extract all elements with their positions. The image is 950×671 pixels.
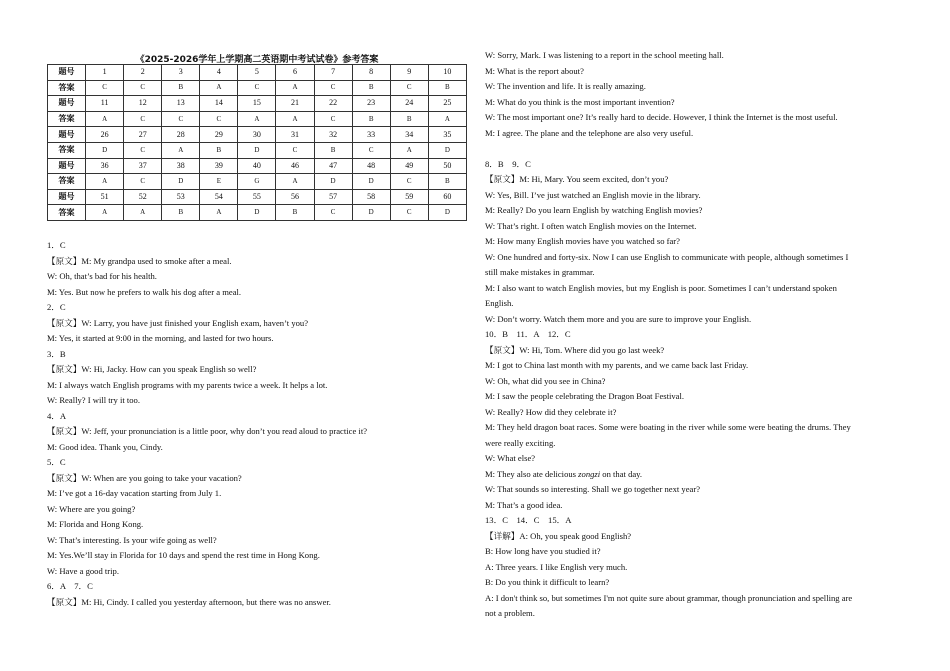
- table-cell: 1: [86, 65, 124, 81]
- table-cell: C: [124, 142, 162, 158]
- table-cell: 57: [314, 189, 352, 205]
- text-line: M: How many English movies have you watched so far?: [485, 236, 680, 246]
- table-cell: 36: [86, 158, 124, 174]
- table-cell: 14: [200, 96, 238, 112]
- text-line: were really exciting.: [485, 437, 556, 448]
- text-line: W: Oh, that’s bad for his health.: [47, 271, 157, 281]
- table-row: [48, 158, 467, 174]
- table-cell: D: [162, 174, 200, 190]
- text-line: 8．B 9．C: [485, 158, 531, 169]
- text-line: M: I also want to watch English movies, but my English is poor. Sometimes I can’t understand spoken: [485, 282, 837, 293]
- text-line: not a problem.: [485, 608, 535, 618]
- table-cell: 11: [86, 96, 124, 112]
- text-line: 6．A 7．C: [47, 581, 93, 591]
- text-line: W: The invention and life. It is really amazing.: [485, 81, 646, 91]
- table-cell: D: [86, 142, 124, 158]
- table-cell: C: [238, 80, 276, 96]
- text-line: 【原文】W: When are you going to take your vacation?: [47, 472, 242, 483]
- row-header: 题号: [48, 65, 86, 81]
- table-cell: C: [86, 80, 124, 96]
- table-cell: 5: [238, 65, 276, 81]
- table-row: [48, 205, 467, 221]
- text-line: 1．C: [47, 240, 66, 250]
- table-cell: 33: [352, 127, 390, 143]
- table-cell: A: [276, 111, 314, 127]
- table-cell: 39: [200, 158, 238, 174]
- text-line: 【原文】W: Larry, you have just finished your English exam, haven’t you?: [47, 317, 309, 328]
- text-line: W: Where are you going?: [47, 503, 136, 514]
- text-line: 【原文】M: Hi, Mary. You seem excited, don’t you?: [485, 174, 669, 184]
- text-line: M: They held dragon boat races. Some were boating in the river while some were beating the drums. They: [485, 422, 851, 432]
- text-line: English.: [485, 298, 514, 308]
- table-cell: G: [238, 174, 276, 190]
- text-line: M: I’ve got a 16-day vacation starting from July 1.: [47, 488, 222, 498]
- text-line: 5．C: [47, 457, 66, 467]
- table-row: [48, 127, 467, 143]
- row-header: 答案: [48, 174, 86, 190]
- table-cell: 56: [276, 189, 314, 205]
- table-cell: E: [200, 174, 238, 190]
- table-cell: C: [390, 174, 428, 190]
- text-line: A: Three years. I like English very much.: [485, 561, 628, 572]
- text-line: 10．B 11．A 12．C: [485, 329, 571, 339]
- text-line: W: That sounds so interesting. Shall we go together next year?: [485, 484, 701, 494]
- table-cell: D: [428, 205, 466, 221]
- text-line: 4．A: [47, 410, 67, 421]
- text-line: W: Really? How did they celebrate it?: [485, 406, 617, 417]
- table-cell: C: [200, 111, 238, 127]
- table-cell: C: [162, 111, 200, 127]
- text-line: B: Do you think it difficult to learn?: [485, 577, 610, 587]
- table-cell: B: [428, 174, 466, 190]
- table-cell: B: [314, 142, 352, 158]
- row-header: 题号: [48, 127, 86, 143]
- table-cell: 60: [428, 189, 466, 205]
- row-header: 题号: [48, 189, 86, 205]
- text-line: W: Really? I will try it too.: [47, 395, 140, 405]
- table-cell: 31: [276, 127, 314, 143]
- table-cell: 6: [276, 65, 314, 81]
- table-cell: D: [238, 205, 276, 221]
- text-line: 【原文】M: My grandpa used to smoke after a meal.: [47, 255, 232, 266]
- table-cell: C: [352, 142, 390, 158]
- table-cell: C: [390, 205, 428, 221]
- table-cell: C: [124, 111, 162, 127]
- table-cell: C: [124, 174, 162, 190]
- row-header: 答案: [48, 80, 86, 96]
- table-row: [48, 142, 467, 158]
- table-cell: 29: [200, 127, 238, 143]
- text-line: M: That’s a good idea.: [485, 499, 563, 510]
- table-cell: D: [428, 142, 466, 158]
- table-cell: A: [276, 174, 314, 190]
- table-cell: 24: [390, 96, 428, 112]
- text-line: W: The most important one? It’s really hard to decide. However, I think the Internet is the most useful.: [485, 112, 838, 122]
- table-cell: 13: [162, 96, 200, 112]
- text-line: 【原文】W: Hi, Jacky. How can you speak English so well?: [47, 364, 257, 374]
- table-cell: 40: [238, 158, 276, 174]
- text-line: M: Yes. But now he prefers to walk his dog after a meal.: [47, 286, 242, 297]
- table-cell: 2: [124, 65, 162, 81]
- right-column-text: [485, 48, 903, 622]
- text-line: [485, 141, 903, 157]
- text-line: 2．C: [47, 302, 66, 312]
- table-cell: 25: [428, 96, 466, 112]
- table-cell: 49: [390, 158, 428, 174]
- table-cell: 37: [124, 158, 162, 174]
- table-cell: C: [314, 205, 352, 221]
- table-row: [48, 111, 467, 127]
- table-cell: 12: [124, 96, 162, 112]
- text-line: M: I agree. The plane and the telephone are also very useful.: [485, 127, 694, 138]
- table-cell: D: [352, 174, 390, 190]
- table-cell: B: [428, 80, 466, 96]
- table-row: [48, 174, 467, 190]
- text-line: W: Yes, Bill. I’ve just watched an English movie in the library.: [485, 189, 701, 200]
- table-cell: 15: [238, 96, 276, 112]
- text-line: W: Oh, what did you see in China?: [485, 375, 606, 386]
- table-cell: B: [162, 80, 200, 96]
- table-cell: 26: [86, 127, 124, 143]
- table-cell: C: [314, 111, 352, 127]
- table-cell: B: [276, 205, 314, 221]
- table-cell: 50: [428, 158, 466, 174]
- table-cell: A: [86, 111, 124, 127]
- text-line: still make mistakes in grammar.: [485, 267, 595, 277]
- table-cell: B: [390, 111, 428, 127]
- table-cell: B: [352, 111, 390, 127]
- text-line: M: Good idea. Thank you, Cindy.: [47, 441, 163, 452]
- text-line: M: I saw the people celebrating the Dragon Boat Festival.: [485, 391, 685, 401]
- table-cell: 9: [390, 65, 428, 81]
- text-line: M: I always watch English programs with my parents twice a week. It helps a lot.: [47, 379, 328, 390]
- text-line: W: What else?: [485, 453, 536, 463]
- table-cell: 59: [390, 189, 428, 205]
- table-cell: 52: [124, 189, 162, 205]
- table-cell: 32: [314, 127, 352, 143]
- table-cell: 21: [276, 96, 314, 112]
- table-cell: A: [124, 205, 162, 221]
- text-line: W: One hundred and forty-six. Now I can use English to communicate with people, although sometimes I: [485, 251, 849, 262]
- table-cell: C: [124, 80, 162, 96]
- table-cell: A: [238, 111, 276, 127]
- row-header: 题号: [48, 158, 86, 174]
- text-line: 【原文】M: Hi, Cindy. I called you yesterday afternoon, but there was no answer.: [47, 596, 331, 607]
- table-cell: 10: [428, 65, 466, 81]
- table-cell: A: [390, 142, 428, 158]
- table-cell: D: [314, 174, 352, 190]
- page-title: 《2025-2026学年上学期高二英语期中考试试卷》参考答案: [135, 55, 379, 65]
- table-cell: A: [86, 205, 124, 221]
- table-cell: A: [276, 80, 314, 96]
- table-cell: D: [238, 142, 276, 158]
- table-cell: B: [162, 205, 200, 221]
- row-header: 答案: [48, 205, 86, 221]
- table-cell: 30: [238, 127, 276, 143]
- table-row: [48, 80, 467, 96]
- table-cell: 51: [86, 189, 124, 205]
- table-cell: 35: [428, 127, 466, 143]
- table-cell: C: [276, 142, 314, 158]
- table-cell: 48: [352, 158, 390, 174]
- row-header: 答案: [48, 111, 86, 127]
- text-line: W: Sorry, Mark. I was listening to a report in the school meeting hall.: [485, 50, 724, 60]
- text-line: 【详解】A: Oh, you speak good English?: [485, 530, 632, 541]
- table-cell: 4: [200, 65, 238, 81]
- table-cell: 46: [276, 158, 314, 174]
- text-line: W: Have a good trip.: [47, 565, 119, 576]
- text-line: M: They also ate delicious zongzi on that day.: [485, 468, 643, 479]
- table-row: [48, 65, 467, 81]
- row-header: 答案: [48, 142, 86, 158]
- table-cell: A: [162, 142, 200, 158]
- text-line: W: Don’t worry. Watch them more and you are sure to improve your English.: [485, 313, 752, 324]
- table-cell: B: [200, 142, 238, 158]
- table-cell: 47: [314, 158, 352, 174]
- table-cell: 3: [162, 65, 200, 81]
- text-line: M: Yes, it started at 9:00 in the morning, and lasted for two hours.: [47, 333, 274, 343]
- table-cell: 55: [238, 189, 276, 205]
- table-cell: 22: [314, 96, 352, 112]
- table-cell: 27: [124, 127, 162, 143]
- text-line: W: That’s right. I often watch English movies on the Internet.: [485, 220, 697, 231]
- table-cell: 53: [162, 189, 200, 205]
- table-cell: A: [200, 205, 238, 221]
- text-line: M: I got to China last month with my parents, and we came back last Friday.: [485, 360, 749, 370]
- answer-key-table: [47, 64, 467, 221]
- table-cell: 58: [352, 189, 390, 205]
- table-cell: 54: [200, 189, 238, 205]
- text-line: 13．C 14．C 15．A: [485, 515, 572, 525]
- table-row: [48, 96, 467, 112]
- table-cell: 38: [162, 158, 200, 174]
- text-line: 【原文】W: Hi, Tom. Where did you go last week?: [485, 344, 665, 355]
- text-line: M: Really? Do you learn English by watching English movies?: [485, 205, 703, 215]
- text-line: M: What do you think is the most important invention?: [485, 96, 675, 107]
- table-cell: A: [428, 111, 466, 127]
- text-line: 【原文】W: Jeff, your pronunciation is a little poor, why don’t you read aloud to practice it?: [47, 426, 368, 436]
- table-cell: A: [86, 174, 124, 190]
- table-cell: C: [314, 80, 352, 96]
- table-cell: 23: [352, 96, 390, 112]
- text-line: M: Yes.We’ll stay in Florida for 10 days and spend the rest time in Hong Kong.: [47, 550, 320, 560]
- table-cell: C: [390, 80, 428, 96]
- text-line: W: That’s interesting. Is your wife going as well?: [47, 534, 217, 545]
- text-line: M: What is the report about?: [485, 65, 584, 76]
- table-row: [48, 189, 467, 205]
- table-cell: 34: [390, 127, 428, 143]
- row-header: 题号: [48, 96, 86, 112]
- table-cell: 7: [314, 65, 352, 81]
- text-line: M: Florida and Hong Kong.: [47, 519, 144, 529]
- left-column-text: [47, 238, 467, 610]
- text-line: 3．B: [47, 348, 66, 359]
- table-cell: D: [352, 205, 390, 221]
- table-cell: 8: [352, 65, 390, 81]
- table-cell: 28: [162, 127, 200, 143]
- table-cell: B: [352, 80, 390, 96]
- table-cell: A: [200, 80, 238, 96]
- text-line: A: I don't think so, but sometimes I'm not quite sure about grammar, though pronunciation and spelling are: [485, 592, 853, 603]
- text-line: B: How long have you studied it?: [485, 546, 601, 556]
